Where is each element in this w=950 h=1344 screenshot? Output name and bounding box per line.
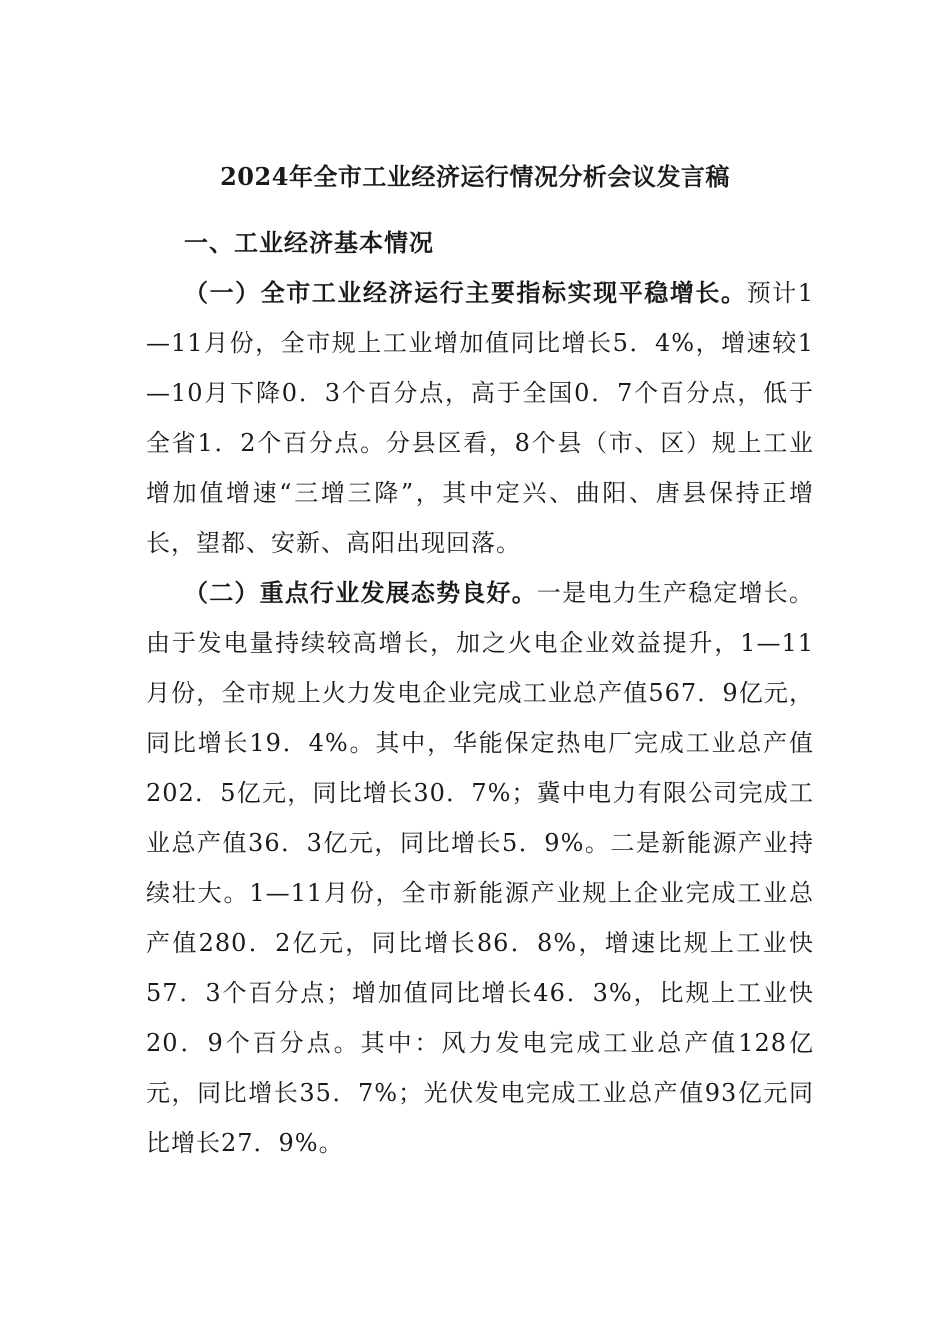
paragraph-1-lead: （一）全市工业经济运行主要指标实现平稳增长。: [184, 278, 747, 307]
paragraph-2-lead: （二）重点行业发展态势良好。: [184, 578, 537, 607]
paragraph-2-text: 一是电力生产稳定增长。由于发电量持续较高增长，加之火电企业效益提升，1—11月份，全市规上火力发电企业完成工业总产值567．9亿元，同比增长19．4%。其中，华能保定热电厂完成工业总产值202．5亿元，同比增长30．7%；冀中电力有限公司完成工业总产值36．3亿元，同比增长5．9%。二是新能源产业持续壮大。1—11月份，全市新能源产业规上企业完成工业总产值280．2亿元，同比增长86．8%，增速比规上工业快57．3个百分点；增加值同比增长46．3%，比规上工业快20．9个百分点。其中：风力发电完成工业总产值128亿元，同比增长35．7%；光伏发电完成工业总产值93亿元同比增长27．9%。: [146, 579, 815, 1157]
paragraph-1: [146, 268, 814, 568]
paragraph-1-text: 预计1—11月份，全市规上工业增加值同比增长5．4%，增速较1—10月下降0．3个百分点，高于全国0．7个百分点，低于全省1．2个百分点。分县区看，8个县（市、区）规上工业增加值增速“三增三降”，其中定兴、曲阳、唐县保持正增长，望都、安新、高阳出现回落。: [146, 279, 814, 557]
paragraph-2: [146, 568, 814, 1168]
document-title: 2024年全市工业经济运行情况分析会议发言稿: [220, 162, 730, 191]
document-body: [146, 218, 814, 1168]
section-heading: 一、工业经济基本情况: [184, 228, 434, 257]
